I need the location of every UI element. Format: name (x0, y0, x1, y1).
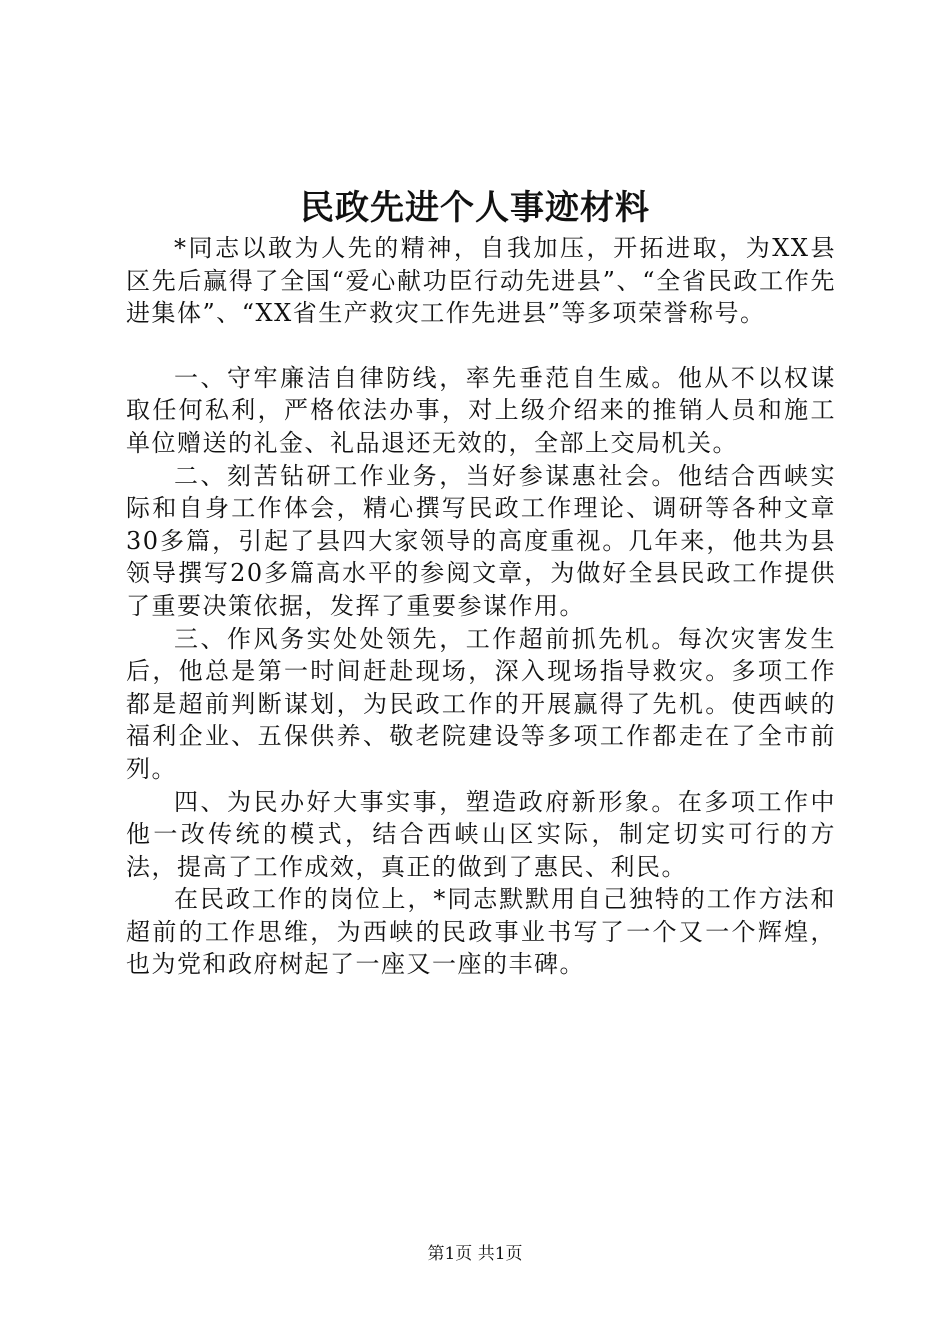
page-total: 共1页 (477, 1244, 523, 1264)
page-number: 第1页 (427, 1244, 473, 1264)
paragraph-conclusion: 在民政工作的岗位上，*同志默默用自己独特的工作方法和超前的工作思维，为西峡的民政事业书写了一个又一个辉煌，也为党和政府树起了一座又一座的丰碑。 (126, 885, 836, 979)
paragraph-section-3: 三、作风务实处处领先，工作超前抓先机。每次灾害发生后，他总是第一时间赶赴现场，深入现场指导救灾。多项工作都是超前判断谋划，为民政工作的开展赢得了先机。使西峡的福利企业、五保供养、敬老院建设等多项工作都走在了全市前列。 (126, 624, 836, 783)
paragraph-section-1: 一、守牢廉洁自律防线，率先垂范自生威。他从不以权谋取任何私利，严格依法办事，对上级介绍来的推销人员和施工单位赠送的礼金、礼品退还无效的，全部上交局机关。 (126, 363, 836, 457)
document-body (126, 232, 836, 981)
paragraph-intro: *同志以敢为人先的精神，自我加压，开拓进取，为XX县区先后赢得了全国“爱心献功臣行动先进县”、“全省民政工作先进集体”、“XX省生产救灾工作先进县”等多项荣誉称号。 (126, 234, 836, 328)
paragraph-section-4: 四、为民办好大事实事，塑造政府新形象。在多项工作中他一改传统的模式，结合西峡山区实际，制定切实可行的方法，提高了工作成效，真正的做到了惠民、利民。 (126, 787, 836, 881)
paragraph-section-2: 二、刻苦钻研工作业务，当好参谋惠社会。他结合西峡实际和自身工作体会，精心撰写民政工作理论、调研等各种文章30多篇，引起了县四大家领导的高度重视。几年来，他共为县领导撰写20多篇高水平的参阅文章，为做好全县民政工作提供了重要决策依据，发挥了重要参谋作用。 (126, 461, 836, 620)
document-title: 民政先进个人事迹材料 (300, 188, 650, 228)
page-footer (0, 1240, 950, 1268)
